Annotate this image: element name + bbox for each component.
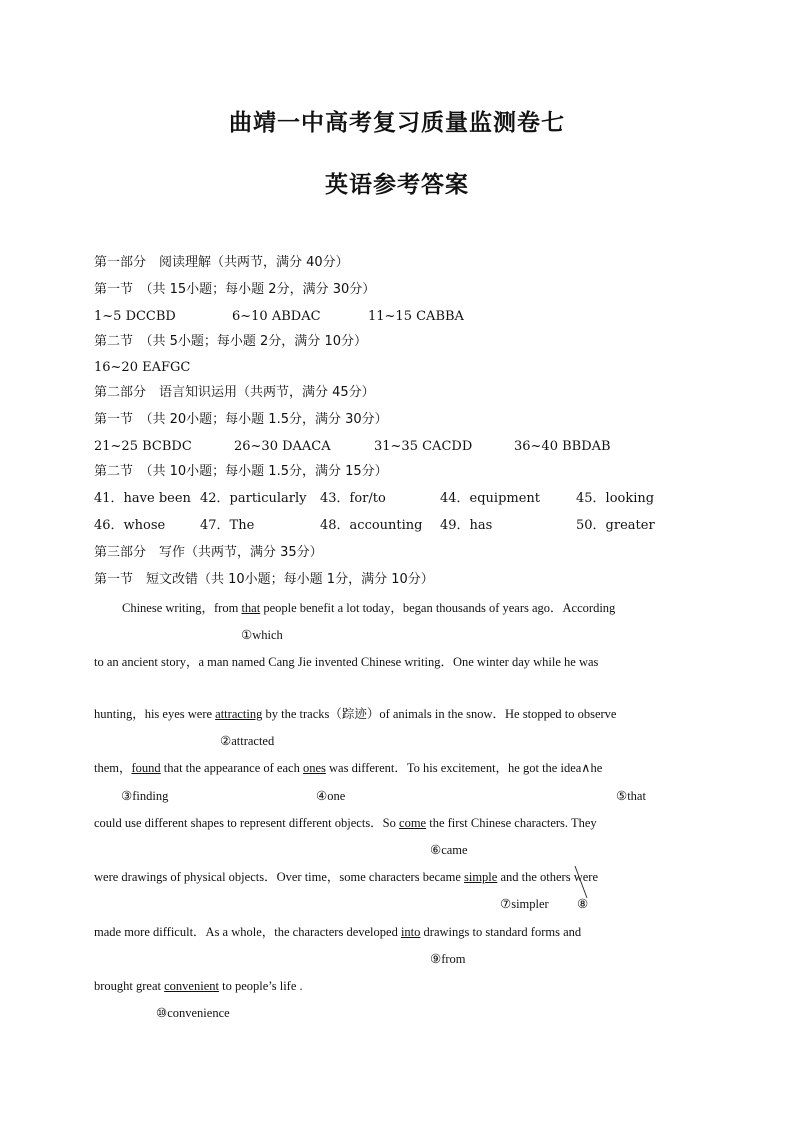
passage-line-5: could use different shapes to represent different objects．So come the first Chinese characters. They xyxy=(94,816,597,830)
passage-line-8: brought great convenient to people’s life . xyxy=(94,979,303,993)
part1-heading: 第一部分 阅读理解（共两节，满分 40分） xyxy=(94,255,349,270)
passage-line-2: to an ancient story，a man named Cang Jie invented Chinese writing．One winter day while he was xyxy=(94,655,599,669)
fill-answer: 46．whose xyxy=(94,518,166,533)
fill-answer: 42．particularly xyxy=(200,491,307,506)
error-word: found xyxy=(131,761,161,775)
correction-6: ⑥came xyxy=(430,843,468,857)
correction-4: ④one xyxy=(316,789,346,803)
fill-answer: 43．for/to xyxy=(320,491,386,506)
answer-group: 1~5 DCCBD xyxy=(94,309,176,324)
error-word: simple xyxy=(464,870,498,884)
fill-answer: 44．equipment xyxy=(440,491,541,506)
correction-1: ①which xyxy=(241,628,283,642)
fill-answer: 41．have been xyxy=(94,491,191,506)
correction-9: ⑨from xyxy=(430,952,466,966)
part2-section1-heading: 第一节 （共 20小题；每小题 1.5分，满分 30分） xyxy=(94,412,388,427)
error-word: convenient xyxy=(164,979,219,993)
passage-line-7: made more difficult．As a whole，the characters developed into drawings to standard forms and xyxy=(94,925,582,939)
part2-section2-heading: 第二节 （共 10小题；每小题 1.5分，满分 15分） xyxy=(94,464,388,479)
passage-line-6: were drawings of physical objects．Over time，some characters became simple and the others were xyxy=(94,870,598,884)
fill-answer: 49．has xyxy=(440,518,493,533)
correction-2: ②attracted xyxy=(220,734,275,748)
correction-8: ⑧ xyxy=(577,897,589,911)
page-title: 曲靖一中高考复习质量监测卷七 xyxy=(229,110,565,136)
answer-group: 26~30 DAACA xyxy=(234,439,331,454)
answer-group: 21~25 BCBDC xyxy=(94,439,192,454)
part2-heading: 第二部分 语言知识运用（共两节，满分 45分） xyxy=(94,385,375,400)
error-word: ones xyxy=(302,761,326,775)
correction-10: ⑩convenience xyxy=(156,1006,230,1020)
error-word: come xyxy=(399,816,427,830)
part3-heading: 第三部分 写作（共两节，满分 35分） xyxy=(94,545,323,560)
passage-line-4: them，found that the appearance of each ones was different．To his excitement，he got the idea∧he xyxy=(94,761,603,775)
error-word: into xyxy=(400,925,421,939)
page-subtitle: 英语参考答案 xyxy=(325,172,469,198)
correction-3: ③finding xyxy=(121,789,169,803)
error-word: that xyxy=(241,601,261,615)
answer-group: 11~15 CABBA xyxy=(368,309,464,324)
fill-answer: 45．looking xyxy=(576,491,655,506)
part3-section1-heading: 第一节 短文改错（共 10小题；每小题 1分，满分 10分） xyxy=(94,572,434,587)
answer-group: 6~10 ABDAC xyxy=(232,309,321,324)
fill-answer: 50．greater xyxy=(576,518,655,533)
correction-7: ⑦simpler xyxy=(500,897,549,911)
fill-answer: 47．The xyxy=(200,518,255,533)
part1-section2-heading: 第二节 （共 5小题；每小题 2分，满分 10分） xyxy=(94,334,367,349)
fill-answer: 48．accounting xyxy=(320,518,423,533)
answer-group: 36~40 BBDAB xyxy=(514,439,611,454)
insertion-caret: ∧ xyxy=(581,761,591,775)
passage-line-3: hunting，his eyes were attracting by the tracks（踪迹）of animals in the snow．He stopped to observe xyxy=(94,707,617,721)
error-word: attracting xyxy=(215,707,263,721)
answer-group: 31~35 CACDD xyxy=(374,439,473,454)
answer-group: 16~20 EAFGC xyxy=(94,360,191,375)
passage-line-1: Chinese writing，from that people benefit a lot today，began thousands of years ago．According xyxy=(122,601,616,615)
correction-5: ⑤that xyxy=(616,789,646,803)
part1-section1-heading: 第一节 （共 15小题；每小题 2分，满分 30分） xyxy=(94,282,376,297)
